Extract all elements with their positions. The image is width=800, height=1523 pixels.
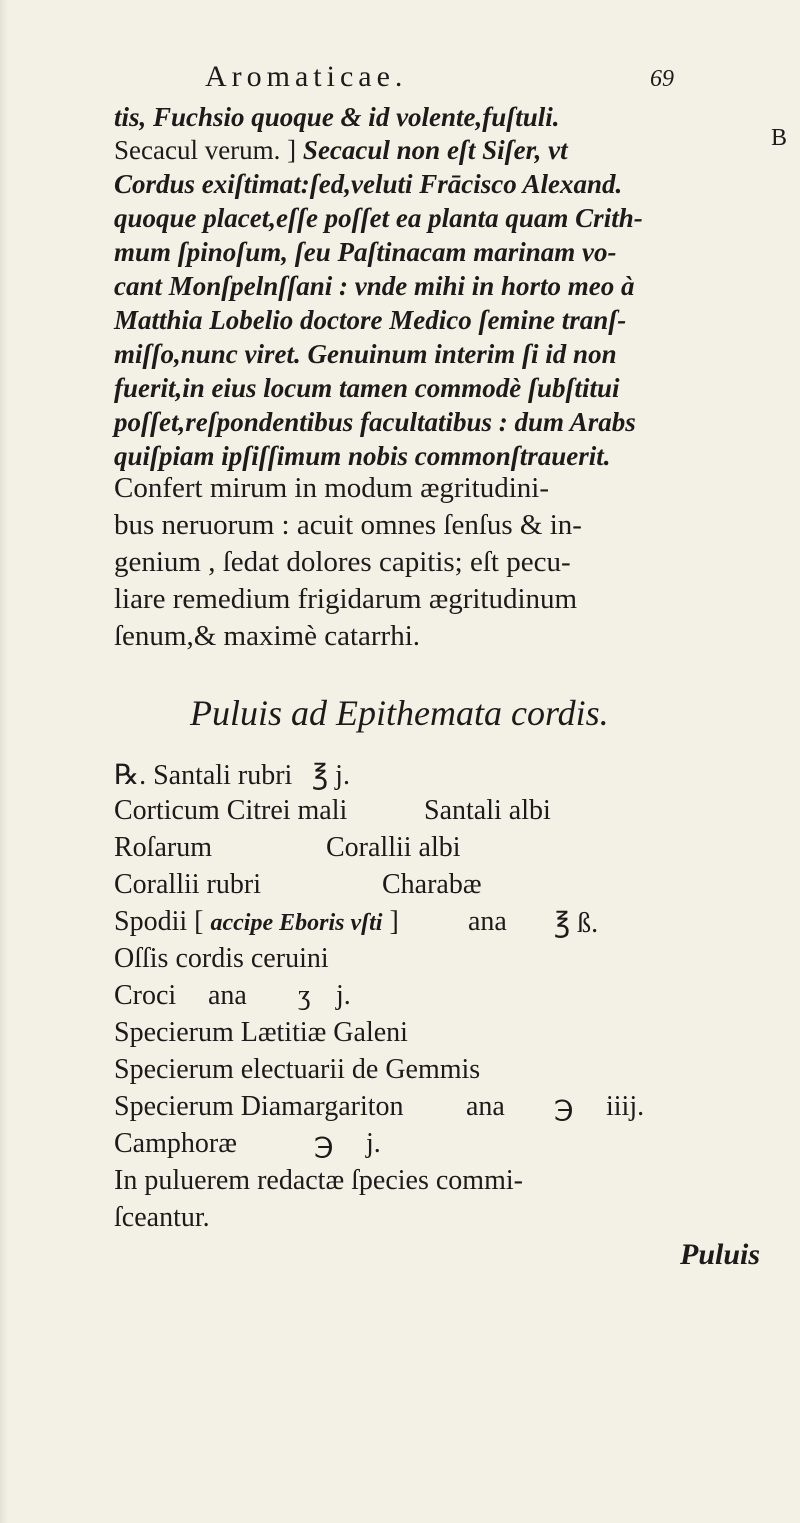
text-line: fuerit,in eius locum tamen commodè ſubſtitui: [114, 373, 620, 403]
text-line: tis, Fuchsio quoque & id volente,fuſtuli.: [114, 102, 560, 132]
recipe-line: [114, 1091, 645, 1124]
recipe-quantity: j.: [366, 1128, 381, 1159]
recipe-item: Specierum Diamargariton: [114, 1091, 404, 1122]
recipe-quantity: iiij.: [606, 1091, 645, 1122]
recipe-item: ℞. Santali rubri: [114, 760, 293, 791]
page-edge-shadow: [0, 0, 8, 1523]
recipe-item: Charabæ: [382, 869, 482, 900]
recipe-quantity: ℥ ß.: [554, 908, 599, 939]
recipe-item: Corticum Citrei mali: [114, 795, 348, 826]
text-line: poſſet,reſpondentibus facultatibus : dum Arabs: [114, 407, 636, 437]
text-line: cant Monſpelnſſani : vnde mihi in horto meo à: [114, 271, 635, 301]
text-line: genium , ſedat dolores capitis; eſt pecu-: [114, 546, 571, 578]
recipe-item: ſceantur.: [114, 1202, 210, 1233]
recipe-line: [114, 869, 482, 901]
running-title: Aromaticae.: [205, 60, 408, 93]
recipe-line: [114, 980, 351, 1012]
text-line: mum ſpinoſum, ſeu Paſtinacam marinam vo-: [114, 237, 617, 267]
recipe-symbol: ʒ: [298, 980, 311, 1011]
recipe-line: [114, 1202, 210, 1234]
text-line: quiſpiam ipſiſſimum nobis commonſtrauerit.: [114, 441, 611, 471]
recipe-symbol: ℈: [314, 1130, 334, 1161]
text-line: miſſo,nunc viret. Genuinum interim ſi id non: [114, 339, 617, 369]
recipe-item: Spodii [: [114, 906, 204, 937]
recipe-ana: ana: [208, 980, 247, 1011]
recipe-line: [114, 906, 599, 939]
recipe-quantity: ℥ j.: [312, 760, 350, 791]
recipe-item: In puluerem redactæ ſpecies commi-: [114, 1165, 523, 1196]
recipe-quantity: j.: [336, 980, 351, 1011]
text-line: quoque placet,eſſe poſſet ea planta quam Crith-: [114, 203, 643, 233]
recipe-line: [114, 795, 551, 827]
recipe-bracket: ]: [389, 906, 399, 937]
recipe-item: Corallii albi: [326, 832, 461, 863]
recipe-line: [114, 1017, 408, 1049]
recipe-line: [114, 1054, 480, 1086]
recipe-line: [114, 1165, 523, 1197]
recipe-item: Roſarum: [114, 832, 212, 863]
text-line: Matthia Lobelio doctore Medico ſemine tranſ-: [114, 305, 627, 335]
recipe-item: Oſſis cordis ceruini: [114, 943, 329, 974]
recipe-line: [114, 758, 350, 792]
recipe-ana: ana: [466, 1091, 505, 1122]
recipe-line: [114, 1128, 381, 1161]
recipe-item: Croci: [114, 980, 177, 1011]
recipe-line: [114, 832, 461, 864]
recipe-note: accipe Eboris vſti: [210, 910, 383, 936]
recipe-item: Camphoræ: [114, 1128, 237, 1159]
margin-letter: B: [771, 125, 788, 151]
recipe-item: Corallii rubri: [114, 869, 261, 900]
recipe-item: Specierum electuarii de Gemmis: [114, 1054, 481, 1085]
text-line: Confert mirum in modum ægritudini-: [114, 472, 549, 504]
recipe-line: [114, 943, 329, 975]
recipe-item: Specierum Lætitiæ Galeni: [114, 1017, 408, 1048]
text-line: ſenum,& maximè catarrhi.: [114, 620, 421, 652]
text-line: [114, 135, 568, 166]
text-line-part: Secacul verum. ]: [114, 135, 303, 165]
catchword: Puluis: [680, 1238, 761, 1271]
recipe-ana: ana: [468, 906, 507, 937]
text-line: bus neruorum : acuit omnes ſenſus & in-: [114, 509, 582, 541]
text-line-part: Secacul non eſt Siſer, vt: [302, 135, 568, 165]
recipe-symbol: ℈: [554, 1093, 574, 1124]
text-line: Cordus exiſtimat:ſed,veluti Frācisco Alexand.: [114, 169, 623, 199]
page-number: 69: [650, 66, 674, 92]
text-line: liare remedium frigidarum ægritudinum: [114, 583, 578, 615]
recipe-title: Puluis ad Epithemata cordis.: [190, 693, 609, 733]
recipe-item: Santali albi: [424, 795, 551, 826]
